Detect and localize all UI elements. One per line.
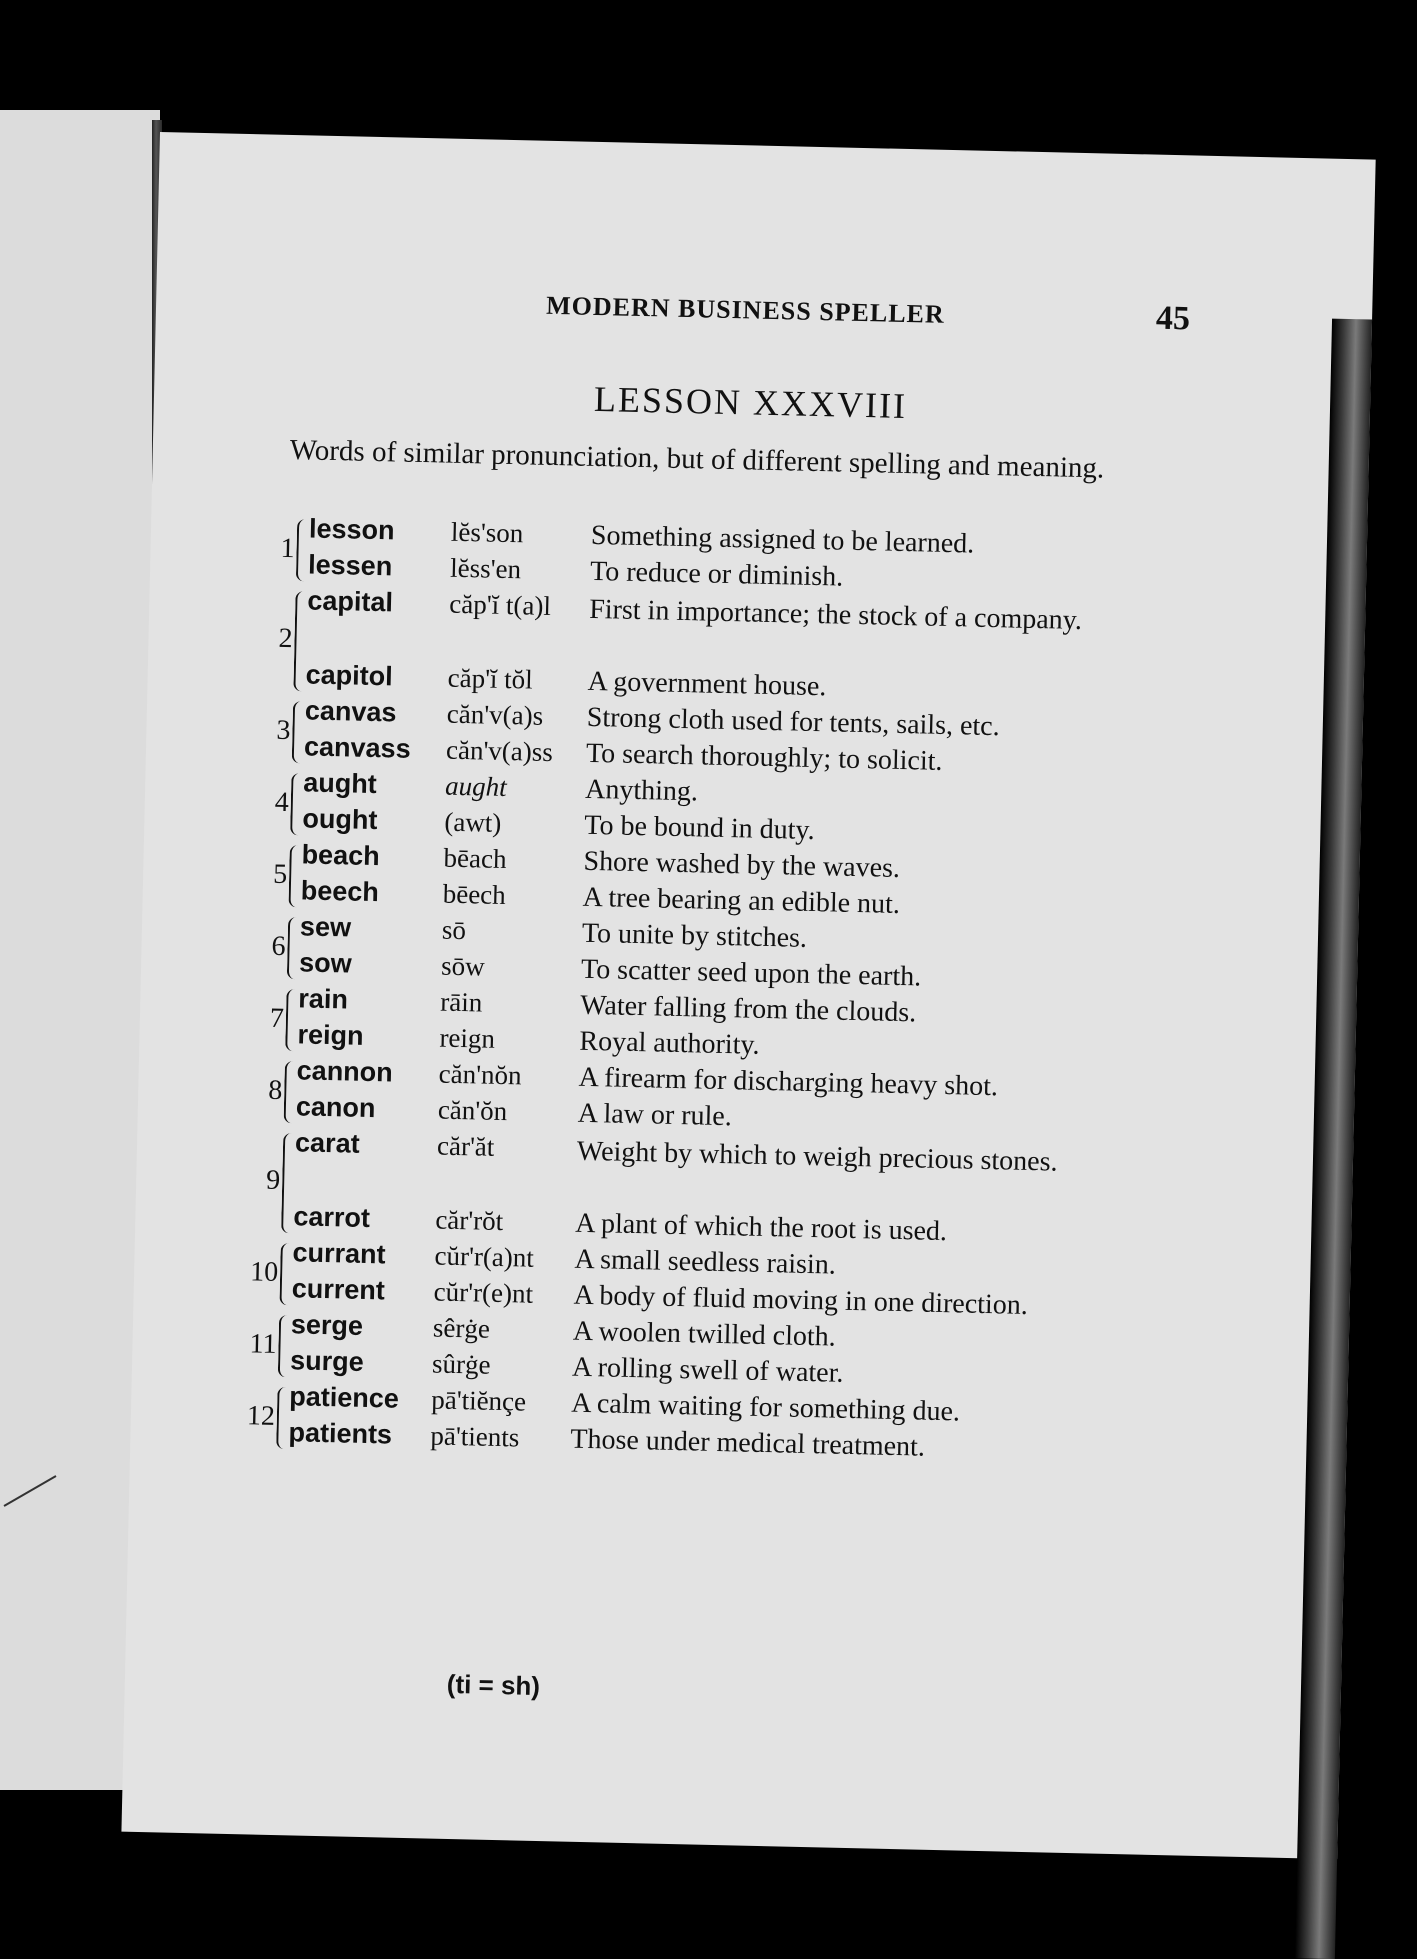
running-title: MODERN BUSINESS SPELLER (545, 290, 946, 329)
entry (151, 510, 1367, 593)
word: beach (301, 839, 381, 872)
entry-number: 2 (278, 622, 293, 655)
definition: To unite by stitches. (581, 917, 808, 954)
pronunciation: căn'v(a)ss (445, 734, 554, 768)
pronunciation: bēach (443, 842, 507, 875)
word: capital (307, 585, 394, 618)
entry-number: 9 (265, 1164, 281, 1196)
entry-number: 11 (249, 1328, 277, 1360)
pronunciation: rāin (440, 986, 483, 1018)
definition: Strong cloth used for tents, sails, etc. (586, 701, 1001, 743)
pronunciation: căp'ĭ tŏl (447, 662, 534, 695)
book-page (121, 132, 1375, 1859)
entry-number: 12 (246, 1400, 276, 1432)
pronunciation: lĕss'en (449, 552, 522, 585)
brace (296, 519, 307, 581)
definition: Something assigned to be learned. (590, 519, 975, 560)
brace (276, 1387, 287, 1449)
word: patience (289, 1381, 400, 1414)
pronunciation: pā'tients (430, 1420, 520, 1453)
entry-number: 6 (271, 930, 286, 963)
brace (293, 591, 305, 691)
pronunciation: aught (444, 770, 508, 803)
page-number: 45 (1155, 299, 1191, 338)
pronunciation: sûrġe (431, 1348, 491, 1380)
definition: A plant of which the root is used. (574, 1207, 948, 1248)
pronunciation: reign (439, 1022, 496, 1054)
word: beech (300, 875, 380, 908)
pronunciation: căn'ŏn (437, 1094, 508, 1127)
pronunciation: bēech (442, 878, 507, 911)
entry-number: 1 (280, 532, 295, 565)
brace (281, 1133, 293, 1233)
pronunciation: căr'ăt (436, 1130, 495, 1162)
definition: To reduce or diminish. (589, 555, 844, 593)
entry-number: 4 (274, 786, 290, 819)
entry-number: 5 (272, 858, 288, 891)
definition: A calm waiting for something due. (570, 1387, 961, 1428)
definition: To be bound in duty. (584, 809, 816, 847)
pronunciation: cŭr'r(e)nt (433, 1276, 534, 1309)
definition: Anything. (584, 773, 699, 808)
entry-number: 3 (276, 714, 291, 747)
pronunciation: sêrġe (432, 1312, 491, 1344)
definition: A government house. (587, 665, 827, 703)
brace (279, 1243, 290, 1305)
pronunciation: (awt) (444, 806, 502, 838)
entry-number: 8 (267, 1074, 283, 1107)
word: ought (302, 803, 378, 836)
definition: Weight by which to weigh precious stones. (576, 1135, 1058, 1178)
definition: First in importance; the stock of a company. (588, 593, 1083, 637)
definition: To scatter seed upon the earth. (580, 953, 922, 993)
word: lesson (308, 513, 395, 546)
brace (290, 773, 301, 835)
word: currant (292, 1237, 386, 1270)
word: current (291, 1273, 386, 1306)
word: reign (297, 1019, 364, 1051)
word: cannon (296, 1055, 394, 1088)
definition: Water falling from the clouds. (579, 989, 917, 1029)
pronunciation: căr'rŏt (435, 1204, 504, 1237)
brace (287, 917, 298, 979)
pronunciation: căp'ĭ t(a)l (449, 588, 552, 621)
brace (292, 701, 303, 763)
pronunciation: sōw (440, 950, 486, 982)
pronunciation: sō (441, 914, 467, 946)
word: carat (294, 1127, 360, 1159)
definition: Those under medical treatment. (570, 1423, 926, 1463)
pronunciation: lĕs'son (450, 516, 524, 549)
definition: A tree bearing an edible nut. (582, 881, 901, 920)
definition: A firearm for discharging heavy shot. (578, 1061, 999, 1103)
brace (288, 845, 299, 907)
pronunciation-note: (ti = sh) (446, 1668, 541, 1702)
definition: Royal authority. (579, 1025, 760, 1061)
lesson-title: LESSON XXXVIII (593, 378, 908, 427)
brace (284, 1061, 295, 1123)
word: canvas (304, 695, 397, 728)
pronunciation: pā'tiĕnçe (430, 1384, 527, 1417)
definition: Shore washed by the waves. (583, 845, 901, 884)
word: surge (289, 1345, 365, 1377)
word: sew (299, 911, 352, 943)
definition: A rolling swell of water. (571, 1351, 844, 1389)
word: sow (298, 947, 353, 979)
brace (278, 1315, 289, 1377)
word: patients (288, 1417, 393, 1450)
word-list (121, 132, 1375, 1859)
word: canvass (303, 731, 412, 764)
definition: A body of fluid moving in one direction. (573, 1279, 1029, 1321)
brace (285, 989, 296, 1051)
definition: A small seedless raisin. (574, 1243, 837, 1281)
definition: A law or rule. (577, 1097, 733, 1133)
word: lessen (307, 549, 393, 582)
word: serge (290, 1309, 364, 1341)
pronunciation: căn'v(a)s (446, 698, 544, 731)
entry-number: 7 (269, 1002, 285, 1035)
word: capitol (305, 659, 394, 692)
definition: A woolen twilled cloth. (572, 1315, 837, 1353)
word: canon (295, 1091, 376, 1124)
definition: To search thoroughly; to solicit. (585, 737, 943, 777)
entry-number: 10 (249, 1256, 279, 1288)
word: rain (298, 983, 349, 1015)
word: carrot (293, 1201, 371, 1234)
lesson-intro: Words of similar pronunciation, but of different spelling and meaning. (289, 434, 1105, 485)
word: aught (302, 767, 378, 800)
pronunciation: cŭr'r(a)nt (434, 1240, 535, 1273)
pronunciation: căn'nŏn (438, 1058, 522, 1091)
